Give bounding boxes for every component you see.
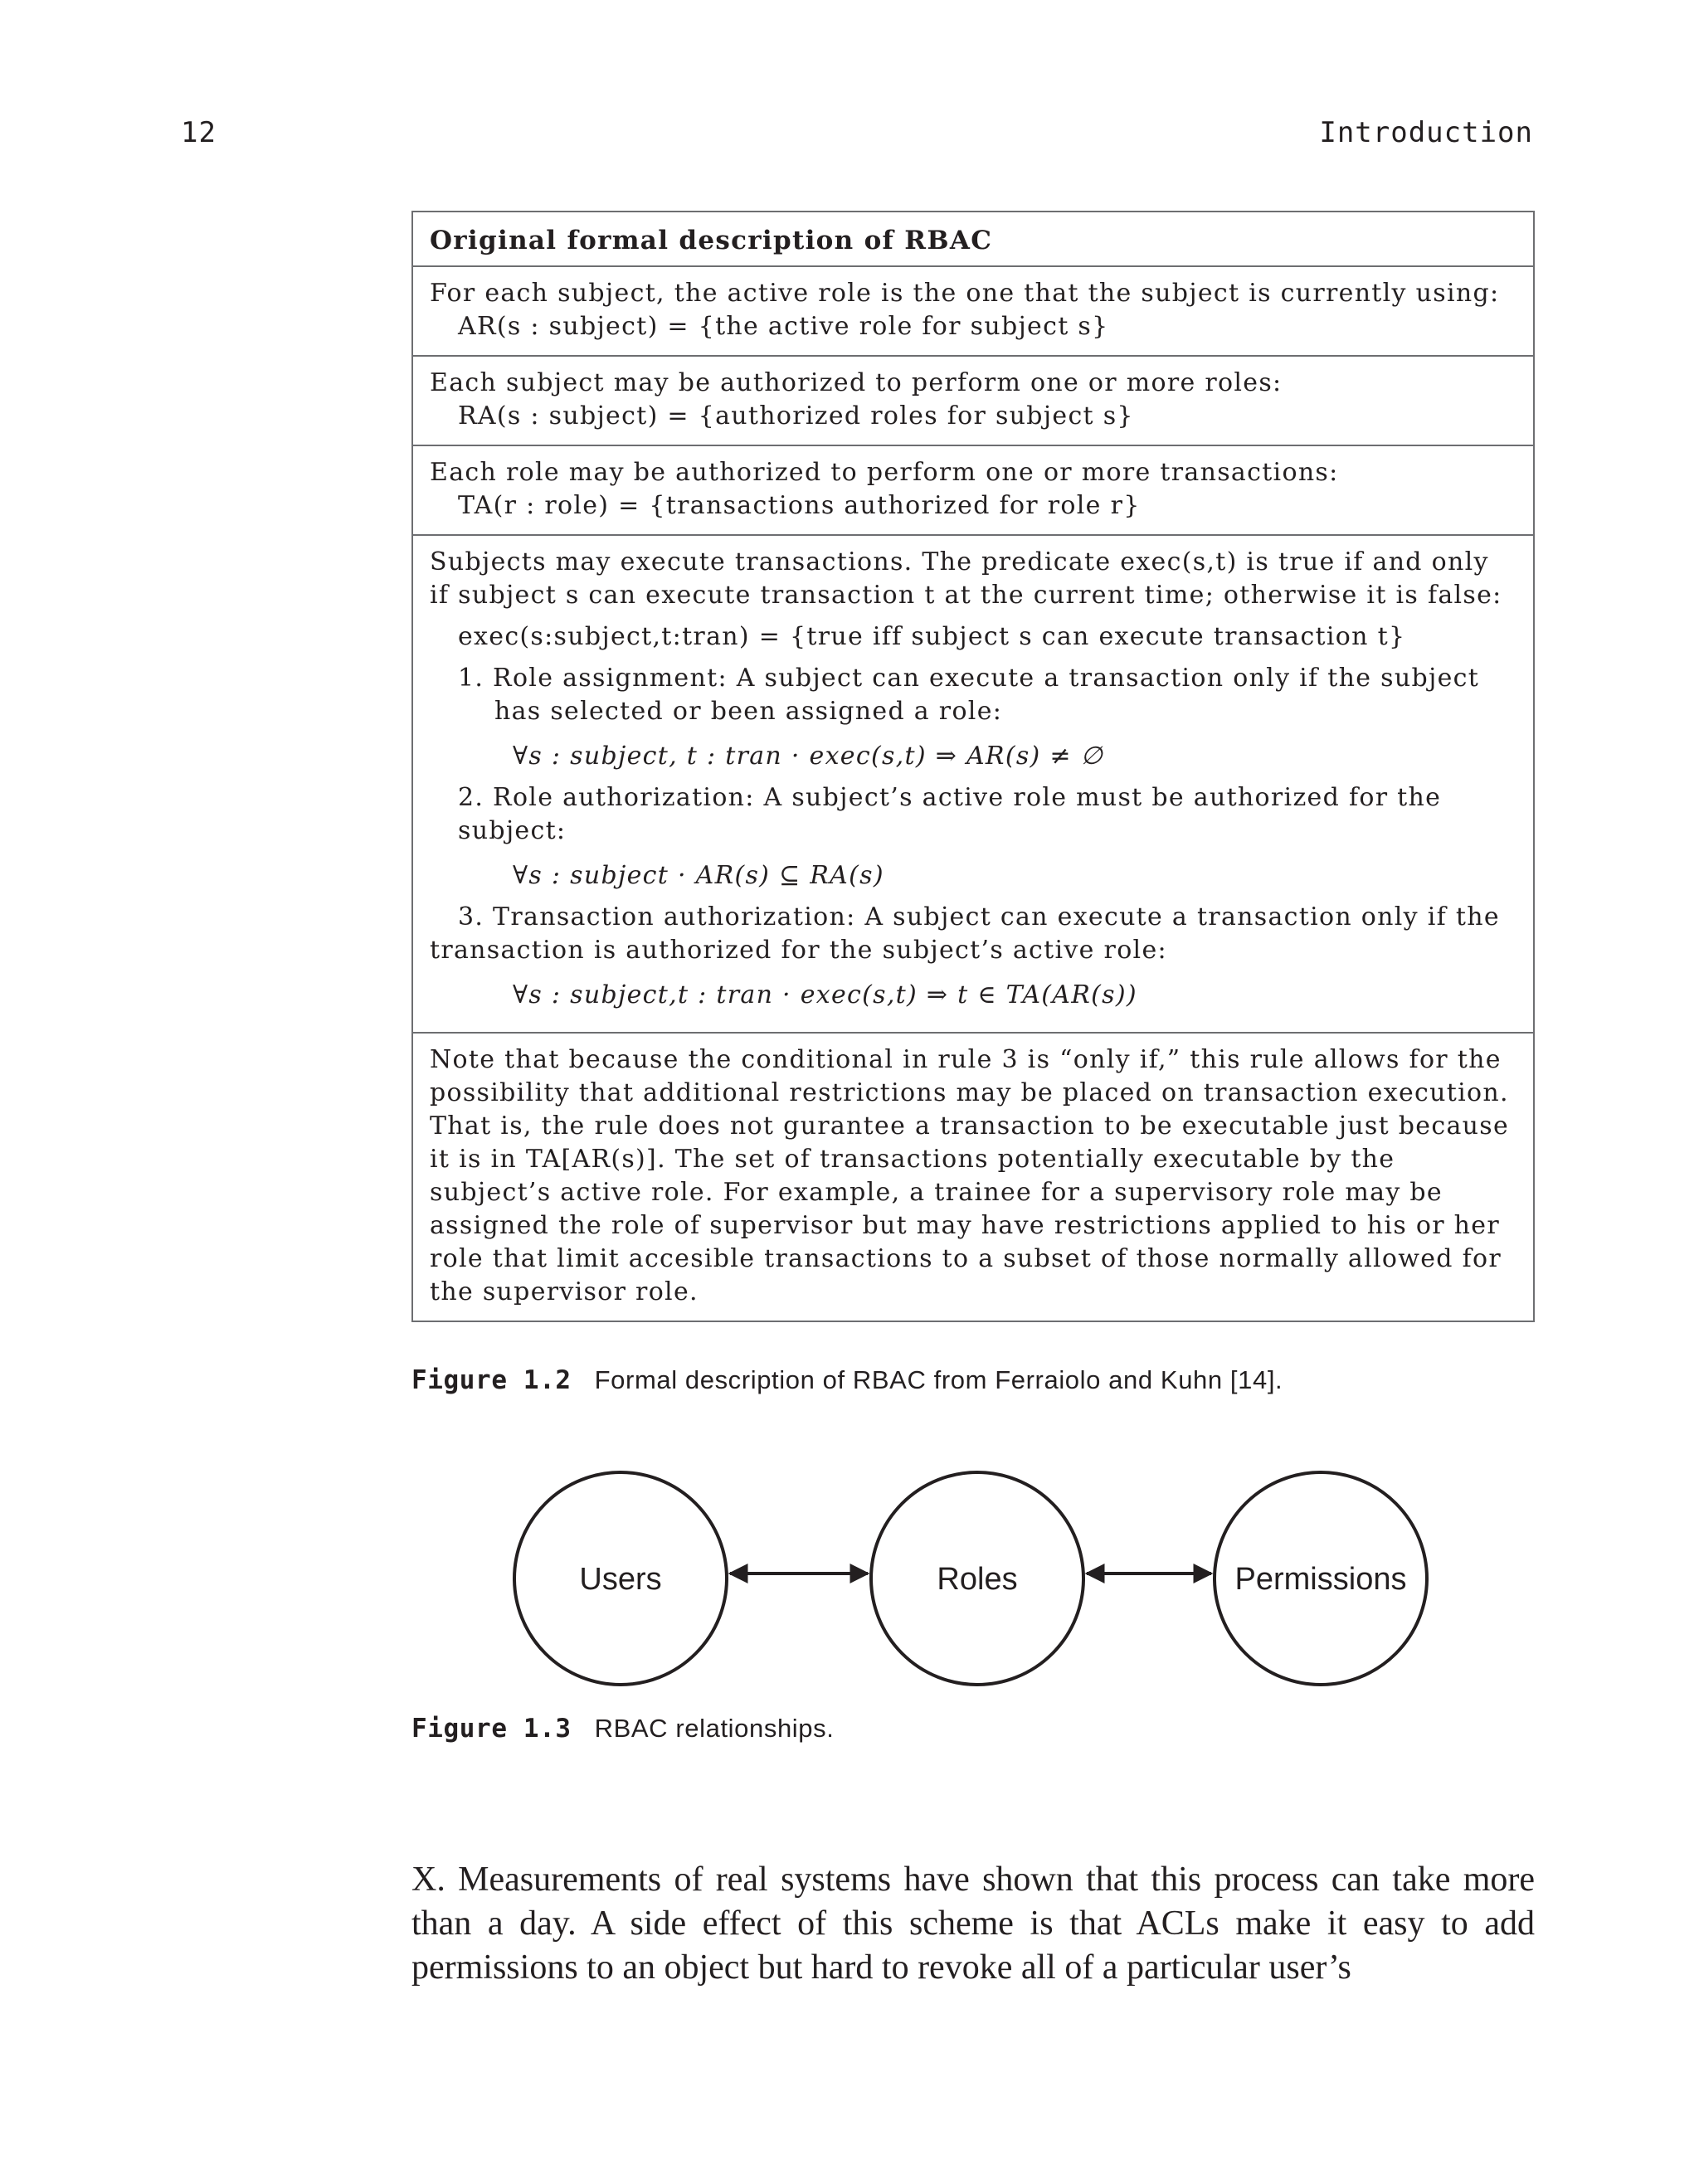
rule-3: 3. Transaction authorization: A subject can execute a transaction only if the transaction is authorized for the subject’s active role: <box>430 902 1500 965</box>
figure-1-3-text: RBAC relationships. <box>594 1714 835 1743</box>
authorized-roles-formula: RA(s : subject) = {authorized roles for subject s} <box>458 401 1134 430</box>
figure-1-2-caption <box>411 1365 1283 1395</box>
page-number: 12 <box>181 116 217 149</box>
active-role-section <box>413 265 1533 355</box>
roles-label: Roles <box>937 1562 1018 1597</box>
execution-definition: exec(s:subject,t:tran) = {true iff subject s can execute transaction t} <box>458 622 1406 651</box>
permissions-label: Permissions <box>1234 1562 1407 1597</box>
roles-circle <box>871 1472 1083 1685</box>
note-section: Note that because the conditional in rule 3 is “only if,” this rule allows for the possibility that additional restrictions may be placed on transaction execution. That is, the rule does not gurantee a transaction to be executable just because it is in TA[AR(s)]. The set of transactions potentially executable by the subject’s active role. For example, a trainee for a supervisory role may be assigned the role of supervisor but may have restrictions applied to his or her role that limit accesible transactions to a subset of those normally allowed for the supervisor role. <box>413 1032 1533 1321</box>
execution-intro: Subjects may execute transactions. The predicate exec(s,t) is true if and only if subject s can execute transaction t at the current time; otherwise it is false: <box>430 547 1502 610</box>
running-header: Introduction <box>1319 116 1533 149</box>
rbac-formal-description-box <box>411 211 1535 1322</box>
figure-1-2-label: Figure 1.2 <box>411 1365 572 1395</box>
rule-1-formula: ∀s : subject, t : tran · exec(s,t) ⇒ AR(s) ≠ ∅ <box>513 742 1104 771</box>
rule-2-formula: ∀s : subject · AR(s) ⊆ RA(s) <box>513 861 884 890</box>
figure-1-3-label: Figure 1.3 <box>411 1714 572 1744</box>
rule-2: 2. Role authorization: A subject’s active role must be authorized for the subject: <box>458 783 1442 845</box>
transactions-formula: TA(r : role) = {transactions authorized for role r} <box>458 491 1141 520</box>
transactions-section <box>413 445 1533 534</box>
users-circle <box>514 1472 727 1685</box>
active-role-text: For each subject, the active role is the one that the subject is currently using: <box>430 279 1500 308</box>
permissions-circle <box>1215 1472 1427 1685</box>
body-paragraph: X. Measurements of real systems have shown that this process can take more than a day. A side effect of this scheme is that ACLs make it easy to add permissions to an object but hard to revoke all of a particular user’s <box>411 1861 1535 1987</box>
box-title: Original formal description of RBAC <box>430 226 993 255</box>
figure-1-3-caption <box>411 1714 834 1744</box>
users-label: Users <box>579 1562 662 1597</box>
rule-1: 1. Role assignment: A subject can execute a transaction only if the subject has selected or been assigned a role: <box>458 664 1480 726</box>
authorized-roles-section <box>413 355 1533 445</box>
rule-3-formula: ∀s : subject,t : tran · exec(s,t) ⇒ t ∈ TA(AR(s)) <box>513 980 1137 1009</box>
execution-section <box>413 534 1533 1032</box>
figure-1-2-text: Formal description of RBAC from Ferraiolo and Kuhn [14]. <box>594 1365 1283 1394</box>
active-role-formula: AR(s : subject) = {the active role for subject s} <box>458 312 1109 341</box>
authorized-roles-text: Each subject may be authorized to perform one or more roles: <box>430 368 1283 397</box>
transactions-text: Each role may be authorized to perform one or more transactions: <box>430 458 1339 487</box>
